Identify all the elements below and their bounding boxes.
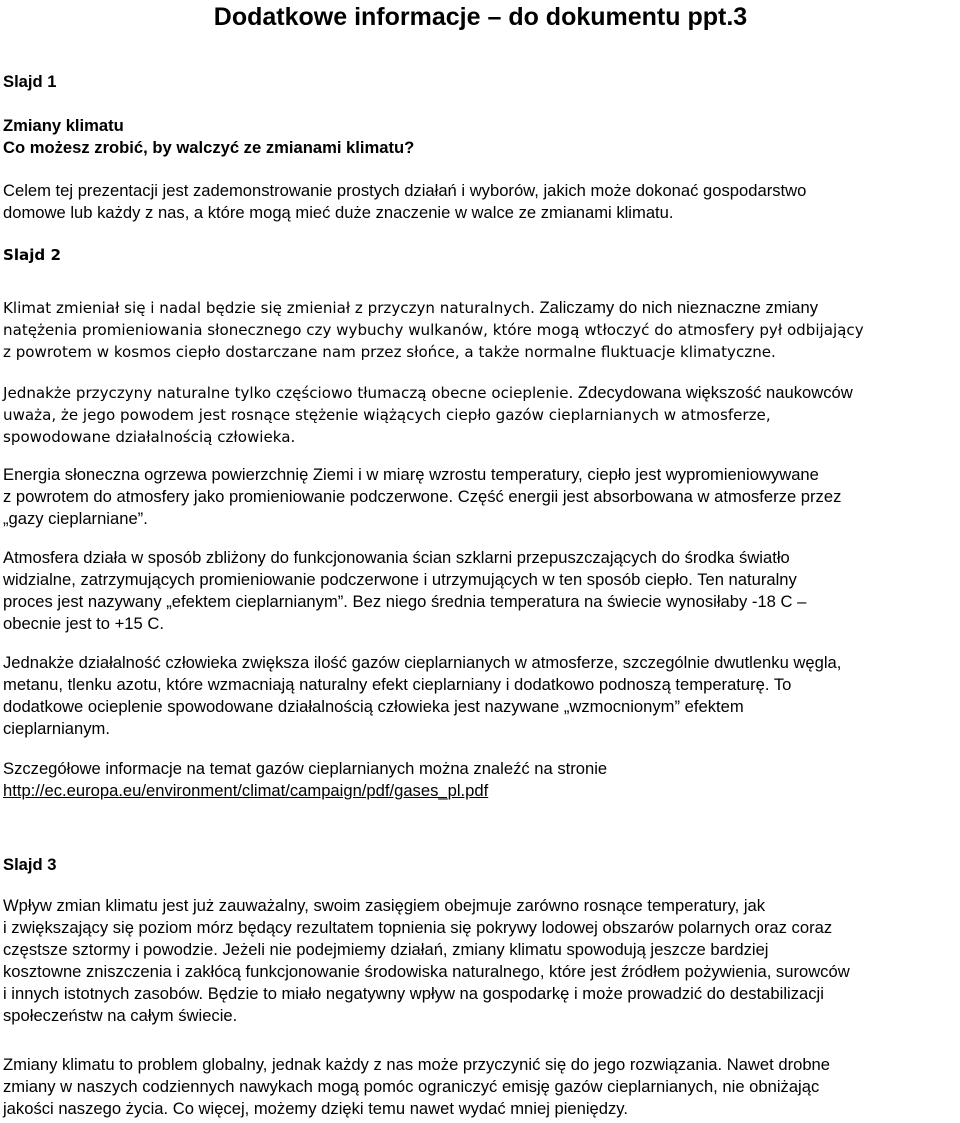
- slide2-paragraph-1: [3, 297, 958, 363]
- slide1-heading: Slajd 1: [3, 72, 57, 91]
- slide3-paragraph-2: [3, 1054, 958, 1120]
- slide2-para4-line: widzialne, zatrzymujących promieniowanie podczerwone i utrzymujących w ten sposób ciepło. Ten naturalny: [3, 570, 797, 589]
- slide2-paragraph-4: [3, 547, 958, 635]
- slide2-para1-line: Klimat zmieniał się i nadal będzie się zmieniał z przyczyn naturalnych.: [3, 299, 535, 317]
- slide3-para1-line: i innych istotnych zasobów. Będzie to miało negatywny wpływ na gospodarkę i może prowadzić do destabilizacji: [3, 984, 824, 1003]
- slide2-para4-line: obecnie jest to +15 C.: [3, 614, 164, 633]
- slide2-para3-line: Energia słoneczna ogrzewa powierzchnię Ziemi i w miarę wzrostu temperatury, ciepło jest wypromieniowywane: [3, 465, 819, 484]
- slide1-paragraph-line: Celem tej prezentacji jest zademonstrowanie prostych działań i wyborów, jakich może dokonać gospodarstwo: [3, 181, 807, 200]
- slide3-para2-line: zmiany w naszych codziennych nawykach mogą pomóc ograniczyć emisję gazów cieplarnianych, nie obniżając: [3, 1077, 820, 1096]
- slide3-para1-line: i zwiększający się poziom mórz będący rezultatem topnienia się pokrywy lodowej obszarów polarnych oraz coraz: [3, 918, 833, 937]
- slide2-para1-line: natężenia promieniowania słonecznego czy wybuchy wulkanów, które mogą wtłoczyć do atmosfery pył odbijający: [3, 321, 864, 339]
- slide1-subtitle-line2: Co możesz zrobić, by walczyć ze zmianami klimatu?: [3, 138, 415, 157]
- slide3-para2-line: jakości naszego życia. Co więcej, możemy dzięki temu nawet wydać mniej pieniędzy.: [3, 1099, 628, 1118]
- slide3-para1-line: kosztowne zniszczenia i zakłócą funkcjonowanie środowiska naturalnego, które jest źródłem pożywienia, surowców: [3, 962, 850, 981]
- slide2-para3-line: „gazy cieplarniane”.: [3, 509, 148, 528]
- slide3-para1-line: społeczeństw na całym świecie.: [3, 1006, 238, 1025]
- slide2-heading: Slajd 2: [3, 246, 61, 264]
- slide2-para2-line: uważa, że jego powodem jest rosnące stężenie wiążących ciepło gazów cieplarnianych w atmosferze,: [3, 406, 771, 424]
- slide3-para1-line: częstsze sztormy i powodzie. Jeżeli nie podejmiemy działań, zmiany klimatu spowodują jeszcze bardziej: [3, 940, 769, 959]
- slide2-para1-line: z powrotem w kosmos ciepło dostarczane nam przez słońce, a także normalne fluktuacje klimatyczne.: [3, 343, 776, 361]
- gases-pdf-link[interactable]: http://ec.europa.eu/environment/climat/campaign/pdf/gases_pl.pdf: [3, 781, 489, 800]
- slide1-paragraph-line: domowe lub każdy z nas, a które mogą mieć duże znaczenie w walce ze zmianami klimatu.: [3, 203, 674, 222]
- slide1-subtitle-line1: Zmiany klimatu: [3, 116, 124, 135]
- slide2-para6-line: Szczegółowe informacje na temat gazów cieplarnianych można znaleźć na stronie: [3, 759, 608, 778]
- slide2-para1-tail: Zaliczamy do nich nieznaczne zmiany: [534, 298, 819, 317]
- slide2-para3-line: z powrotem do atmosfery jako promieniowanie podczerwone. Część energii jest absorbowana w atmosferze przez: [3, 487, 842, 506]
- slide2-para5-line: cieplarnianym.: [3, 719, 110, 738]
- slide1-subtitle: [3, 115, 958, 159]
- slide3-heading: Slajd 3: [3, 855, 57, 874]
- slide2-para4-line: Atmosfera działa w sposób zbliżony do funkcjonowania ścian szklarni przepuszczających do środka światło: [3, 548, 790, 567]
- slide2-paragraph-2: [3, 382, 958, 448]
- slide3-para1-line: Wpływ zmian klimatu jest już zauważalny, swoim zasięgiem obejmuje zarówno rosnące temperatury, jak: [3, 896, 766, 915]
- slide2-para5-line: metanu, tlenku azotu, które wzmacniają naturalny efekt cieplarniany i dodatkowo podnoszą temperaturę. To: [3, 675, 792, 694]
- slide2-para4-line: proces jest nazywany „efektem cieplarnianym”. Bez niego średnia temperatura na świecie wynosiłaby -18 C –: [3, 592, 807, 611]
- slide2-para5-line: dodatkowe ocieplenie spowodowane działalnością człowieka jest nazywane „wzmocnionym” efektem: [3, 697, 744, 716]
- slide1-paragraph: [3, 180, 958, 224]
- document-title: Dodatkowe informacje – do dokumentu ppt.3: [213, 3, 748, 31]
- slide2-para2-line: spowodowane działalnością człowieka.: [3, 428, 296, 446]
- slide2-paragraph-6: [3, 758, 958, 802]
- slide2-para2-tail: Zdecydowana większość naukowców: [573, 383, 853, 402]
- slide2-para5-line: Jednakże działalność człowieka zwiększa ilość gazów cieplarnianych w atmosferze, szczególnie dwutlenku węgla,: [3, 653, 842, 672]
- slide2-para2-line: Jednakże przyczyny naturalne tylko częściowo tłumaczą obecne ocieplenie.: [3, 384, 574, 402]
- slide3-para2-line: Zmiany klimatu to problem globalny, jednak każdy z nas może przyczynić się do jego rozwiązania. Nawet drobne: [3, 1055, 831, 1074]
- slide2-paragraph-3: [3, 464, 958, 530]
- slide2-paragraph-5: [3, 652, 958, 740]
- slide3-paragraph-1: [3, 895, 958, 1027]
